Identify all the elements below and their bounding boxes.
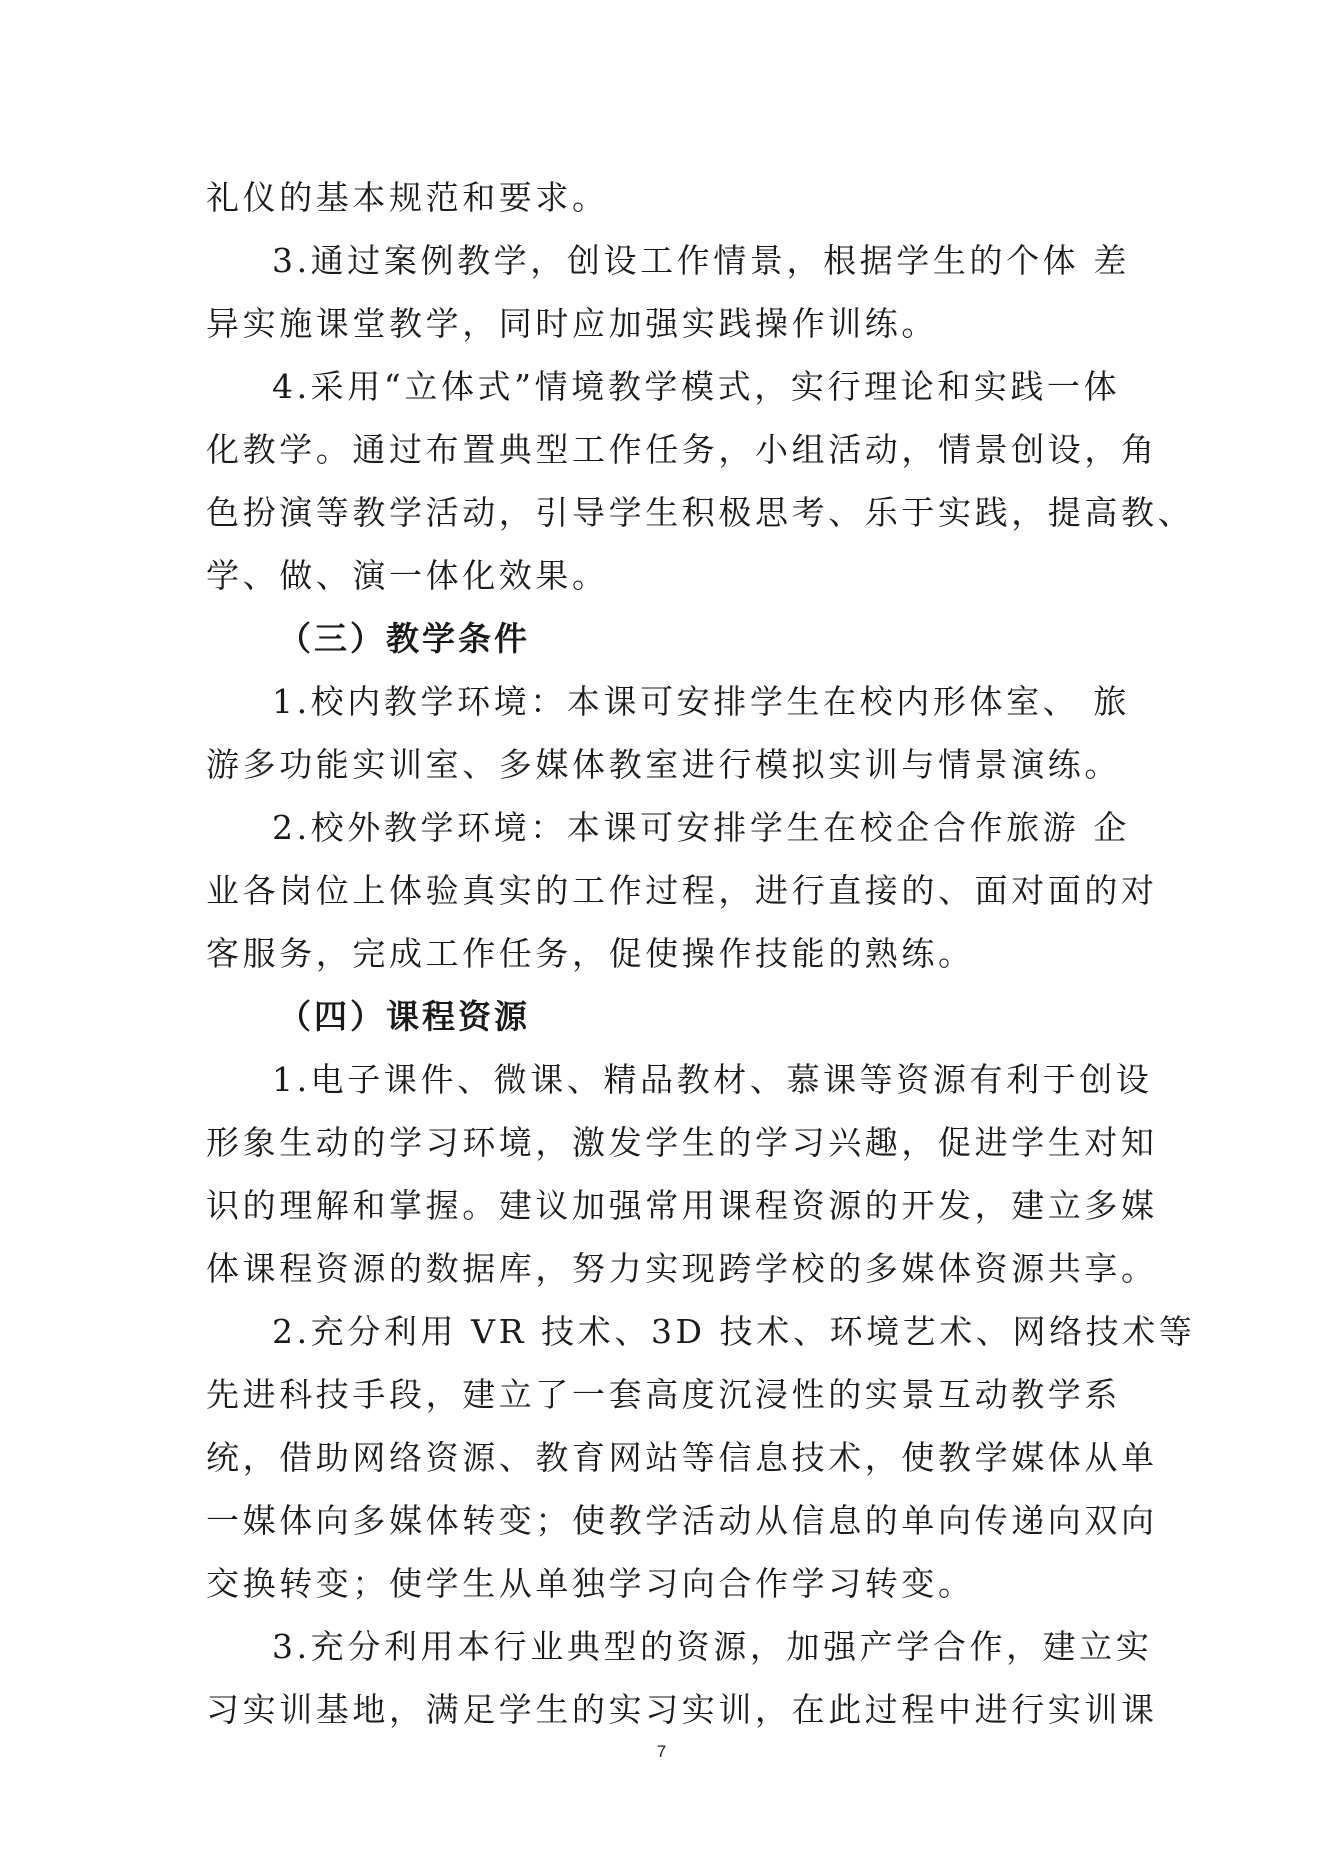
body-text — [206, 166, 1196, 1741]
text-line: 统，借助网络资源、教育网站等信息技术，使教学媒体从单 — [206, 1438, 1158, 1477]
text-line: 2.充分利用 VR 技术、3D 技术、环境艺术、网络技术等 — [272, 1312, 1196, 1351]
text-line: 1.电子课件、微课、精品教材、慕课等资源有利于创设 — [272, 1060, 1153, 1099]
text-line: 游多功能实训室、多媒体教室进行模拟实训与情景演练。 — [206, 745, 1121, 784]
text-line: 一媒体向多媒体转变；使教学活动从信息的单向传递向双向 — [206, 1501, 1158, 1540]
section-heading-course-resources: （四）课程资源 — [278, 997, 530, 1036]
text-line: 业各岗位上体验真实的工作过程，进行直接的、面对面的对 — [206, 871, 1158, 910]
text-line: 客服务，完成工作任务，促使操作技能的熟练。 — [206, 934, 975, 973]
text-line: 习实训基地，满足学生的实习实训，在此过程中进行实训课 — [206, 1690, 1158, 1729]
text-line: 4.采用“立体式”情境教学模式，实行理论和实践一体 — [272, 367, 1121, 406]
text-line: 化教学。通过布置典型工作任务，小组活动，情景创设，角 — [206, 430, 1158, 469]
text-line: 色扮演等教学活动，引导学生积极思考、乐于实践，提高教、 — [206, 493, 1195, 532]
text-line: 礼仪的基本规范和要求。 — [206, 178, 609, 217]
text-line: 体课程资源的数据库，努力实现跨学校的多媒体资源共享。 — [206, 1249, 1158, 1288]
text-line: 识的理解和掌握。建议加强常用课程资源的开发，建立多媒 — [206, 1186, 1158, 1225]
text-line: 学、做、演一体化效果。 — [206, 556, 609, 595]
page-number: 7 — [656, 1742, 667, 1761]
text-line: 2.校外教学环境：本课可安排学生在校企合作旅游 企 — [272, 808, 1130, 847]
section-heading-teaching-conditions: （三）教学条件 — [278, 619, 530, 658]
text-line: 先进科技手段，建立了一套高度沉浸性的实景互动教学系 — [206, 1375, 1121, 1414]
text-line: 形象生动的学习环境，激发学生的学习兴趣，促进学生对知 — [206, 1123, 1158, 1162]
text-line: 异实施课堂教学，同时应加强实践操作训练。 — [206, 304, 938, 343]
text-line: 1.校内教学环境：本课可安排学生在校内形体室、 旅 — [272, 682, 1130, 721]
text-line: 3.通过案例教学，创设工作情景，根据学生的个体 差 — [272, 241, 1130, 280]
text-line: 3.充分利用本行业典型的资源，加强产学合作，建立实 — [272, 1627, 1153, 1666]
text-line: 交换转变；使学生从单独学习向合作学习转变。 — [206, 1564, 975, 1603]
